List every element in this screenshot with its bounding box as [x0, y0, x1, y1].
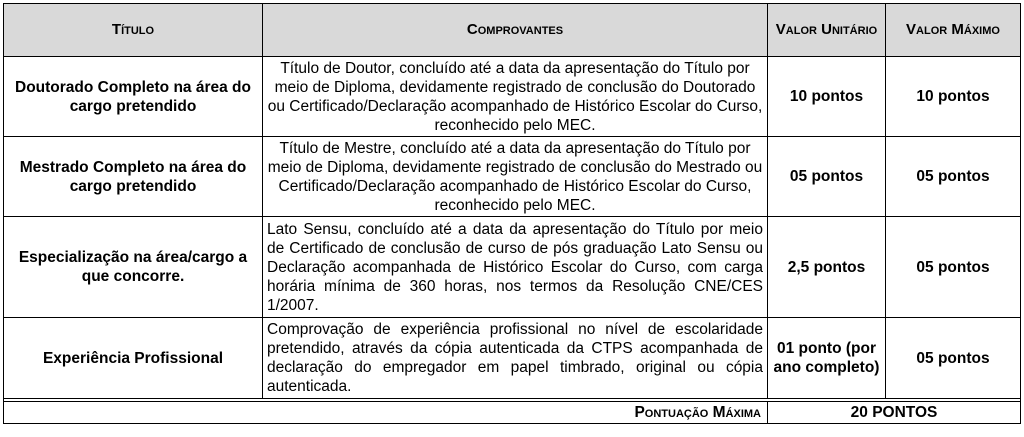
header-comprovantes: Comprovantes — [263, 4, 768, 57]
row-comprovantes: Título de Doutor, concluído até a data da apresentação do Título por meio de Diploma, devidamente registrado de conclusão do Doutorado ou Certificado/Declaração acompanhado de Histórico Escolar do Curso, reconhecido pelo MEC. — [263, 57, 768, 137]
row-valor-maximo: 05 pontos — [886, 137, 1021, 217]
row-titulo: Especialização na área/cargo a que concorre. — [4, 217, 263, 318]
row-valor-unitario: 2,5 pontos — [768, 217, 886, 318]
header-row — [4, 4, 1021, 57]
table-row — [4, 137, 1021, 217]
header-titulo: Título — [4, 4, 263, 57]
footer-row — [4, 402, 1021, 424]
table-row — [4, 318, 1021, 399]
table-row — [4, 57, 1021, 137]
row-comprovantes: Título de Mestre, concluído até a data da apresentação do Título por meio de Diploma, devidamente registrado de conclusão do Mestrado ou Certificado/Declaração acompanhado de Histórico Escolar do Curso, reconhecido pelo MEC. — [263, 137, 768, 217]
row-valor-maximo: 10 pontos — [886, 57, 1021, 137]
row-titulo: Mestrado Completo na área do cargo pretendido — [4, 137, 263, 217]
row-valor-maximo: 05 pontos — [886, 318, 1021, 399]
row-titulo: Experiência Profissional — [4, 318, 263, 399]
row-titulo: Doutorado Completo na área do cargo pretendido — [4, 57, 263, 137]
footer-label: Pontuação Máxima — [4, 402, 768, 424]
row-valor-unitario: 01 ponto (por ano completo) — [768, 318, 886, 399]
row-valor-unitario: 05 pontos — [768, 137, 886, 217]
footer-value: 20 PONTOS — [768, 402, 1021, 424]
row-comprovantes: Lato Sensu, concluído até a data da apresentação do Título por meio de Certificado de conclusão de curso de pós graduação Lato Sensu ou Declaração acompanhada de Histórico Escolar do Curso, com carga horária mínima de 360 horas, nos termos da Resolução CNE/CES 1/2007. — [263, 217, 768, 318]
row-valor-unitario: 10 pontos — [768, 57, 886, 137]
table-row — [4, 217, 1021, 318]
points-table — [3, 3, 1021, 424]
row-valor-maximo: 05 pontos — [886, 217, 1021, 318]
row-comprovantes: Comprovação de experiência profissional no nível de escolaridade pretendido, através da cópia autenticada da CTPS acompanhada de declaração do empregador em papel timbrado, original ou cópia autenticada. — [263, 318, 768, 399]
header-valor-unitario: Valor Unitário — [768, 4, 886, 57]
header-valor-maximo: Valor Máximo — [886, 4, 1021, 57]
